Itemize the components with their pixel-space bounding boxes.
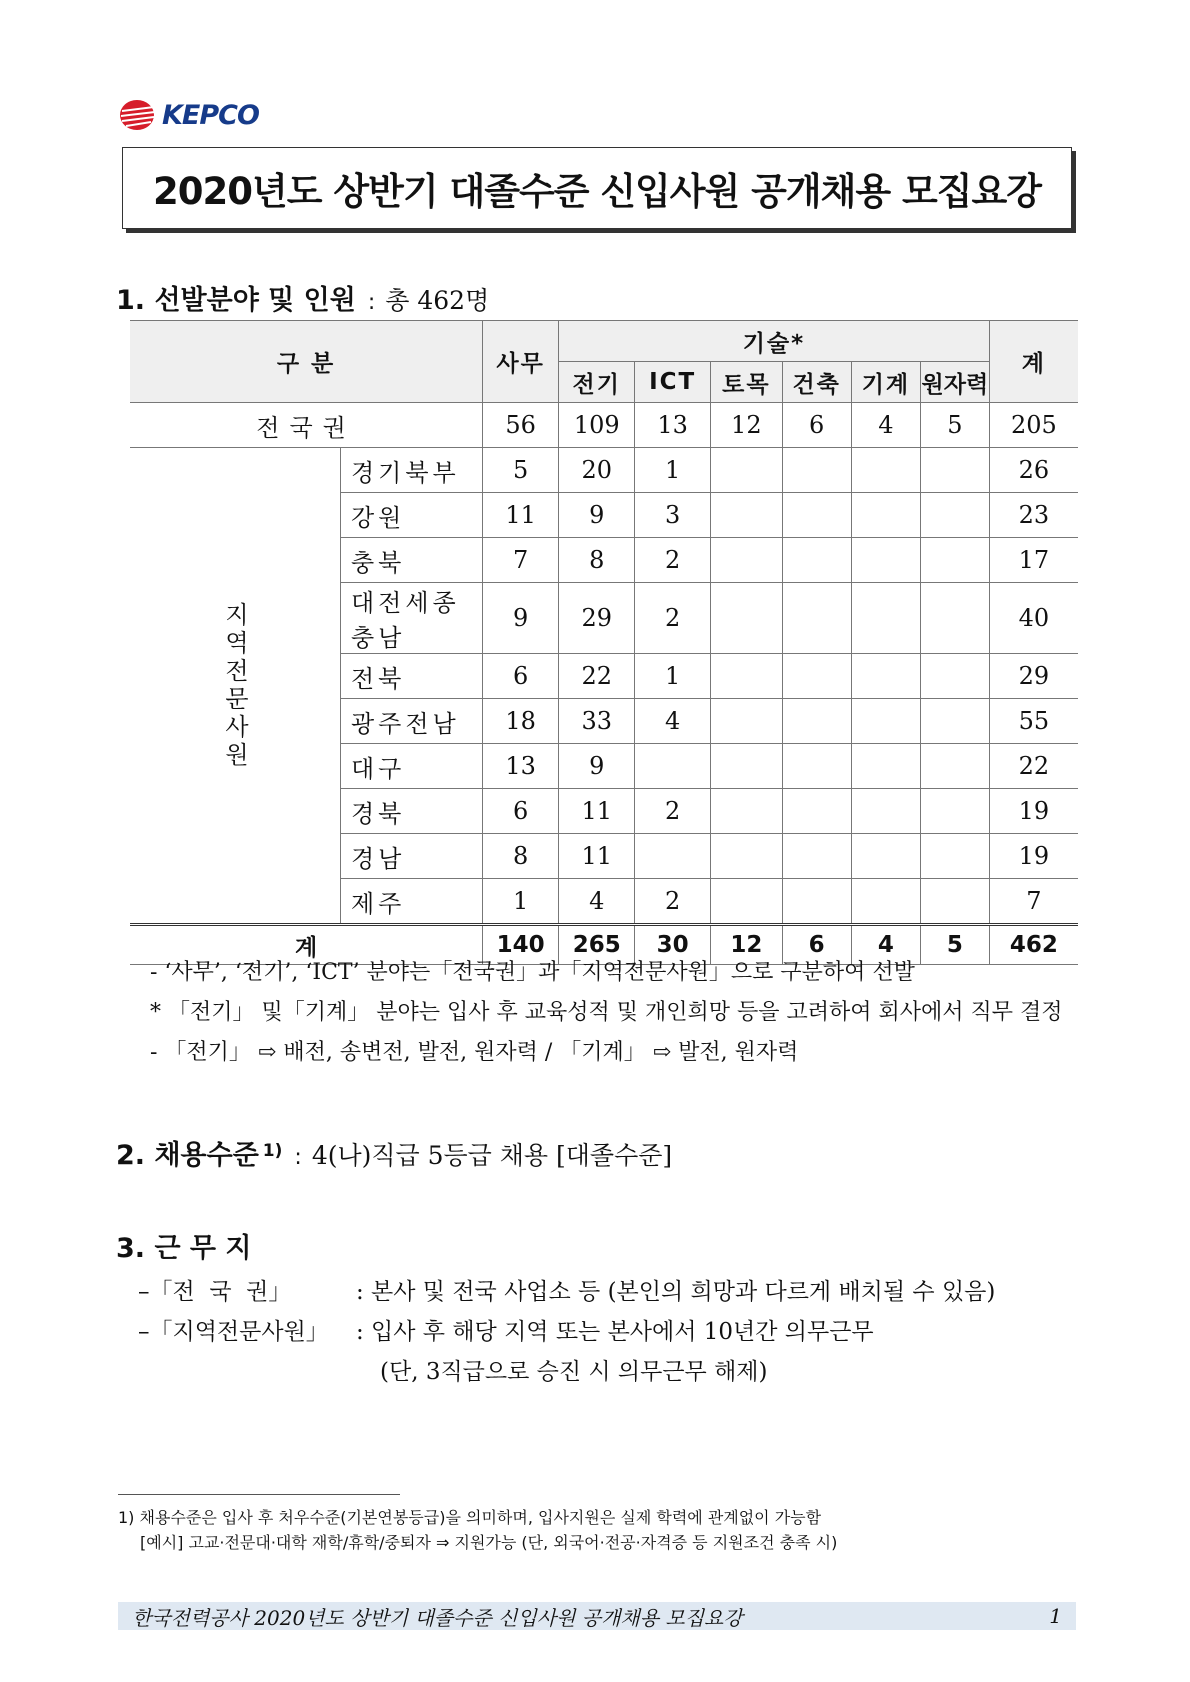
table-cell: [921, 789, 990, 834]
table-cell: 19: [989, 834, 1078, 879]
work-location-text: : 본사 및 전국 사업소 등 (본인의 희망과 다르게 배치될 수 있음): [356, 1279, 996, 1305]
table-cell: 2: [635, 583, 711, 654]
table-cell: 12: [711, 403, 782, 448]
table-cell: 11: [559, 834, 635, 879]
page-title: 2020년도 상반기 대졸수준 신입사원 공개채용 모집요강: [153, 170, 1041, 213]
header-tech-col: 기계: [851, 362, 920, 403]
row-label: 계: [130, 925, 483, 965]
table-cell: [711, 699, 782, 744]
table-cell: 109: [559, 403, 635, 448]
table-cell: [711, 538, 782, 583]
region-label: 제주: [341, 879, 483, 925]
table-cell: 18: [483, 699, 559, 744]
table-cell: [851, 538, 920, 583]
table-cell: 8: [483, 834, 559, 879]
table-cell: 1: [483, 879, 559, 925]
header-tech-col: 건축: [782, 362, 851, 403]
table-cell: [782, 448, 851, 493]
table-cell: [851, 583, 920, 654]
region-label: 충북: [341, 538, 483, 583]
table-cell: 19: [989, 789, 1078, 834]
table-cell: 4: [635, 699, 711, 744]
table-cell: [921, 834, 990, 879]
section1-heading: 1. 선발분야 및 인원 : 총 462명: [116, 285, 490, 316]
table-cell: 40: [989, 583, 1078, 654]
table-cell: [851, 789, 920, 834]
table-cell: 2: [635, 538, 711, 583]
title-box: [122, 147, 1072, 229]
table-cell: [851, 654, 920, 699]
table-cell: [635, 834, 711, 879]
table-cell: [851, 493, 920, 538]
table-cell: [921, 448, 990, 493]
table-cell: [782, 493, 851, 538]
header-tech-col: ICT: [635, 362, 711, 403]
table-cell: [711, 448, 782, 493]
header-tech-col: 토목: [711, 362, 782, 403]
table-cell: [782, 538, 851, 583]
header-total: 계: [989, 321, 1078, 403]
kepco-logo: [118, 98, 259, 132]
table-cell: 1: [635, 448, 711, 493]
table-cell: 265: [559, 925, 635, 965]
note-line: - 「전기」 ⇨ 배전, 송변전, 발전, 원자력 / 「기계」 ⇨ 발전, 원자력: [150, 1040, 799, 1065]
table-cell: 4: [851, 403, 920, 448]
table-cell: 29: [989, 654, 1078, 699]
region-label: 대구: [341, 744, 483, 789]
table-cell: 6: [483, 654, 559, 699]
table-cell: [851, 448, 920, 493]
table-cell: [921, 654, 990, 699]
recruitment-table: [130, 320, 1078, 965]
regional-rows: [130, 448, 1078, 925]
table-cell: 2: [635, 879, 711, 925]
work-location-continuation: (단, 3직급으로 승진 시 의무근무 해제): [380, 1359, 768, 1385]
table-cell: 2: [635, 789, 711, 834]
work-location-label: –「전 국 권」: [138, 1279, 292, 1305]
logo-text: KEPCO: [162, 99, 259, 131]
header-category: 구 분: [130, 321, 483, 403]
table-cell: 56: [483, 403, 559, 448]
region-label: 전북: [341, 654, 483, 699]
table-cell: 9: [483, 583, 559, 654]
note-line: - ‘사무’, ‘전기’, ‘ICT’ 분야는「전국권」과「지역전문사원」으로 구분하여 선발: [150, 960, 915, 985]
table-cell: [782, 789, 851, 834]
table-cell: 4: [851, 925, 920, 965]
table-cell: 462: [989, 925, 1078, 965]
table-cell: 11: [559, 789, 635, 834]
table-cell: 55: [989, 699, 1078, 744]
regional-group-text: 지역전문사원: [220, 601, 249, 770]
work-location-label: –「지역전문사원」: [138, 1319, 329, 1345]
table-cell: 205: [989, 403, 1078, 448]
table-cell: 13: [635, 403, 711, 448]
table-cell: [921, 583, 990, 654]
table-cell: 20: [559, 448, 635, 493]
table-cell: [711, 789, 782, 834]
kepco-logo-icon: [118, 98, 158, 132]
table-cell: 8: [559, 538, 635, 583]
table-cell: [851, 744, 920, 789]
region-label: 경북: [341, 789, 483, 834]
table-cell: 7: [483, 538, 559, 583]
table-cell: [635, 744, 711, 789]
table-cell: 9: [559, 493, 635, 538]
table-cell: 17: [989, 538, 1078, 583]
table-cell: 12: [711, 925, 782, 965]
header-tech-group: 기술*: [559, 321, 990, 362]
region-label: 경남: [341, 834, 483, 879]
work-location-text: : 입사 후 해당 지역 또는 본사에서 10년간 의무근무: [356, 1319, 874, 1345]
section2-detail: 4(나)직급 5등급 채용 [대졸수준]: [311, 1141, 673, 1170]
footnote-line: 1) 채용수준은 입사 후 처우수준(기본연봉등급)을 의미하며, 입사지원은 실제 학력에 관계없이 가능함: [118, 1508, 822, 1527]
table-cell: 23: [989, 493, 1078, 538]
section3-heading: [116, 1226, 252, 1265]
footnote-line: [예시] 고교·전문대·대학 재학/휴학/중퇴자 ⇒ 지원가능 (단, 외국어·전공·자격증 등 지원조건 충족 시): [140, 1533, 838, 1552]
table-cell: 6: [483, 789, 559, 834]
table-cell: [782, 654, 851, 699]
table-cell: [711, 834, 782, 879]
table-cell: [711, 583, 782, 654]
table-cell: [921, 744, 990, 789]
section2-heading: 2. 채용수준 $^{1)}$ : 4(나)직급 5등급 채용 [대졸수준]: [116, 1140, 673, 1171]
section2-title: 2. 채용수준: [116, 1140, 259, 1171]
table-cell: 29: [559, 583, 635, 654]
table-cell: [921, 493, 990, 538]
table-cell: [711, 879, 782, 925]
page-footer: [118, 1602, 1076, 1630]
table-cell: [782, 879, 851, 925]
table-cell: [921, 538, 990, 583]
table-row-national: [130, 403, 1078, 448]
page-number: 1: [1049, 1604, 1062, 1628]
table-cell: 5: [921, 403, 990, 448]
region-label: 경기북부: [341, 448, 483, 493]
region-label: 대전세종충남: [341, 583, 483, 654]
footer-text: 한국전력공사 2020년도 상반기 대졸수준 신입사원 공개채용 모집요강: [132, 1605, 743, 1630]
table-cell: 33: [559, 699, 635, 744]
table-cell: 5: [921, 925, 990, 965]
header-tech-col: 원자력: [921, 362, 990, 403]
table-cell: [711, 744, 782, 789]
section1-title: 1. 선발분야 및 인원: [116, 285, 356, 316]
table-cell: 11: [483, 493, 559, 538]
region-label: 강원: [341, 493, 483, 538]
table-cell: 13: [483, 744, 559, 789]
table-cell: 26: [989, 448, 1078, 493]
table-cell: 5: [483, 448, 559, 493]
table-cell: [711, 654, 782, 699]
footnote-ref: 1): [262, 1141, 283, 1161]
table-cell: [711, 493, 782, 538]
table-cell: [782, 834, 851, 879]
regional-group-label: [130, 448, 341, 925]
header-office: 사무: [483, 321, 559, 403]
table-cell: 6: [782, 925, 851, 965]
table-cell: 22: [559, 654, 635, 699]
region-label: 광주전남: [341, 699, 483, 744]
note-line: * 「전기」 및「기계」 분야는 입사 후 교육성적 및 개인희망 등을 고려하여 회사에서 직무 결정: [150, 1000, 1063, 1025]
table-cell: 22: [989, 744, 1078, 789]
section3-title: 3. 근 무 지: [116, 1233, 252, 1264]
table-cell: 140: [483, 925, 559, 965]
row-label: 전국권: [130, 403, 483, 448]
table-row: [130, 448, 1078, 493]
footnote-divider: [118, 1494, 400, 1495]
table-cell: 6: [782, 403, 851, 448]
table-cell: [782, 583, 851, 654]
table-cell: [851, 699, 920, 744]
header-tech-col: 전기: [559, 362, 635, 403]
table-cell: [782, 744, 851, 789]
table-cell: 1: [635, 654, 711, 699]
table-cell: [921, 699, 990, 744]
table-cell: 4: [559, 879, 635, 925]
section1-detail: 총 462명: [385, 286, 490, 315]
table-cell: [851, 834, 920, 879]
table-cell: 9: [559, 744, 635, 789]
table-cell: [851, 879, 920, 925]
table-cell: [921, 879, 990, 925]
table-cell: 7: [989, 879, 1078, 925]
table-cell: 30: [635, 925, 711, 965]
table-cell: [782, 699, 851, 744]
table-cell: 3: [635, 493, 711, 538]
